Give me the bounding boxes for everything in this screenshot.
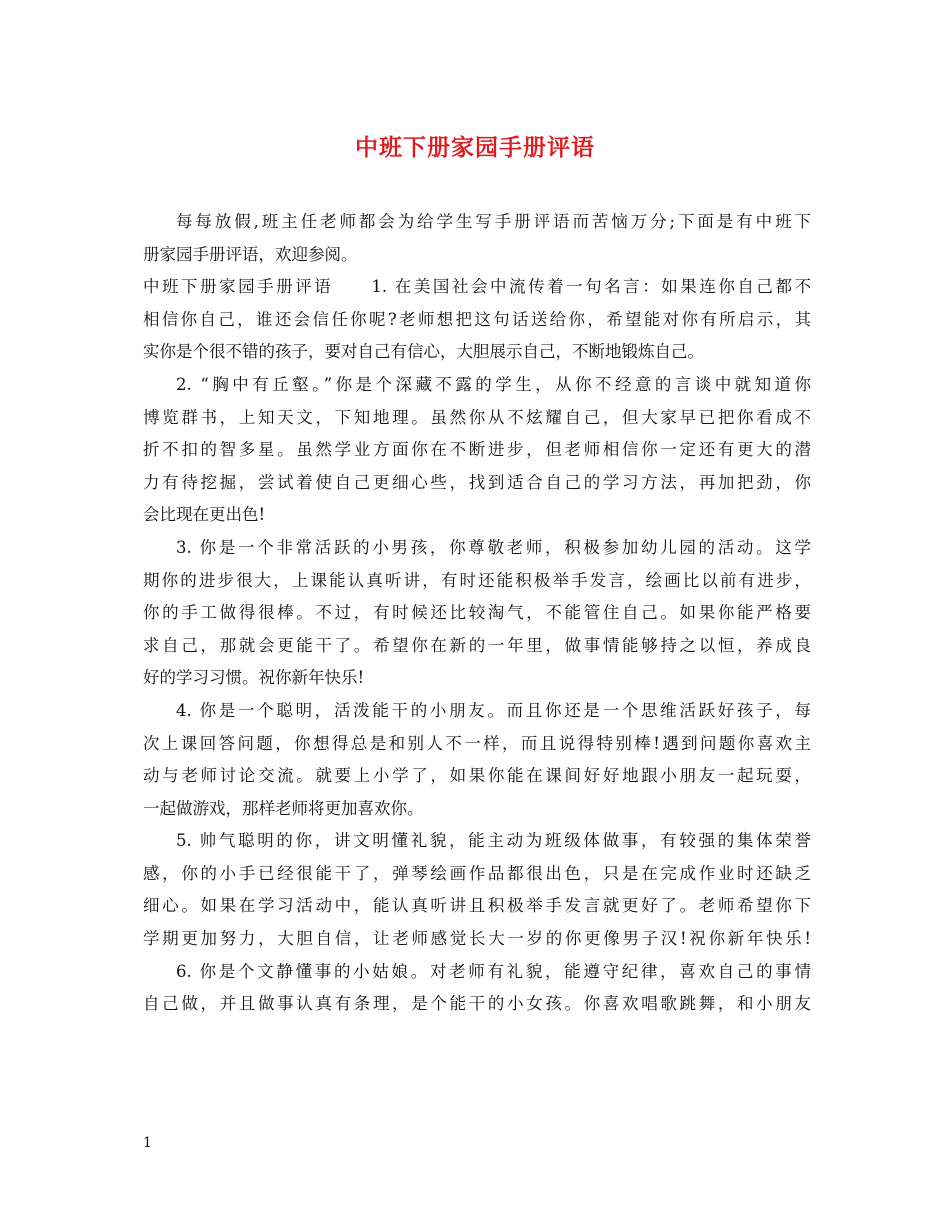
text-line: 细心。如果在学习活动中，能认真听讲且积极举手发言就更好了。老师希望你下 bbox=[143, 896, 811, 916]
text-line: 一起做游戏，那样老师将更加喜欢你。 bbox=[143, 798, 424, 818]
text-line: 会比现在更出色! bbox=[143, 505, 266, 525]
text-line: 学期更加努力，大胆自信，让老师感觉长大一岁的你更像男子汉!祝你新年快乐! bbox=[143, 929, 811, 949]
text-line: 6. 你是个文静懂事的小姑娘。对老师有礼貌，能遵守纪律，喜欢自己的事情 bbox=[176, 961, 811, 981]
text-line: 你的手工做得很棒。不过，有时候还比较淘气，不能管住自己。如果你能严格要 bbox=[143, 603, 811, 623]
text-line: 相信你自己，谁还会信任你呢?老师想把这句话送给你，希望能对你有所启示，其 bbox=[143, 309, 811, 329]
page-number: 1 bbox=[143, 1135, 152, 1151]
document-body bbox=[143, 206, 811, 1021]
text-line: 中班下册家园手册评语 1. 在美国社会中流传着一句名言：如果连你自己都不 bbox=[143, 277, 811, 297]
text-line: 4. 你是一个聪明，活泼能干的小朋友。而且你还是一个思维活跃好孩子，每 bbox=[176, 700, 811, 720]
text-line: 好的学习习惯。祝你新年快乐! bbox=[143, 668, 365, 688]
text-line: 力有待挖掘，尝试着使自己更细心些，找到适合自己的学习方法，再加把劲，你 bbox=[143, 472, 811, 492]
document-title: 中班下册家园手册评语 bbox=[355, 134, 595, 161]
text-line: 感，你的小手已经很能干了，弹琴绘画作品都很出色，只是在完成作业时还缺乏 bbox=[143, 863, 811, 883]
text-line: 期你的进步很大，上课能认真听讲，有时还能积极举手发言，绘画比以前有进步， bbox=[143, 570, 811, 590]
text-line: 次上课回答问题，你想得总是和别人不一样，而且说得特别棒!遇到问题你喜欢主 bbox=[143, 733, 811, 753]
text-line: 5. 帅气聪明的你，讲文明懂礼貌，能主动为班级体做事，有较强的集体荣誉 bbox=[176, 831, 811, 851]
text-line: 折不扣的智多星。虽然学业方面你在不断进步，但老师相信你一定还有更大的潜 bbox=[143, 440, 811, 460]
text-line: 册家园手册评语，欢迎参阅。 bbox=[143, 244, 358, 264]
text-line: 3. 你是一个非常活跃的小男孩，你尊敬老师，积极参加幼儿园的活动。这学 bbox=[176, 537, 811, 557]
text-line: 实你是个很不错的孩子，要对自己有信心，大胆展示自己，不断地锻炼自己。 bbox=[143, 342, 704, 362]
text-line: 动与老师讨论交流。就要上小学了，如果你能在课间好好地跟小朋友一起玩耍， bbox=[143, 766, 811, 786]
text-line: 求自己，那就会更能干了。希望你在新的一年里，做事情能够持之以恒，养成良 bbox=[143, 635, 811, 655]
text-line: 2. “胸中有丘壑。”你是个深藏不露的学生，从你不经意的言谈中就知道你 bbox=[176, 374, 811, 394]
text-line: 每每放假,班主任老师都会为给学生写手册评语而苦恼万分;下面是有中班下 bbox=[176, 212, 811, 231]
text-line: 博览群书，上知天文，下知地理。虽然你从不炫耀自己，但大家早已把你看成不 bbox=[143, 407, 811, 427]
text-line: 自己做，并且做事认真有条理，是个能干的小女孩。你喜欢唱歌跳舞，和小朋友 bbox=[143, 994, 811, 1014]
